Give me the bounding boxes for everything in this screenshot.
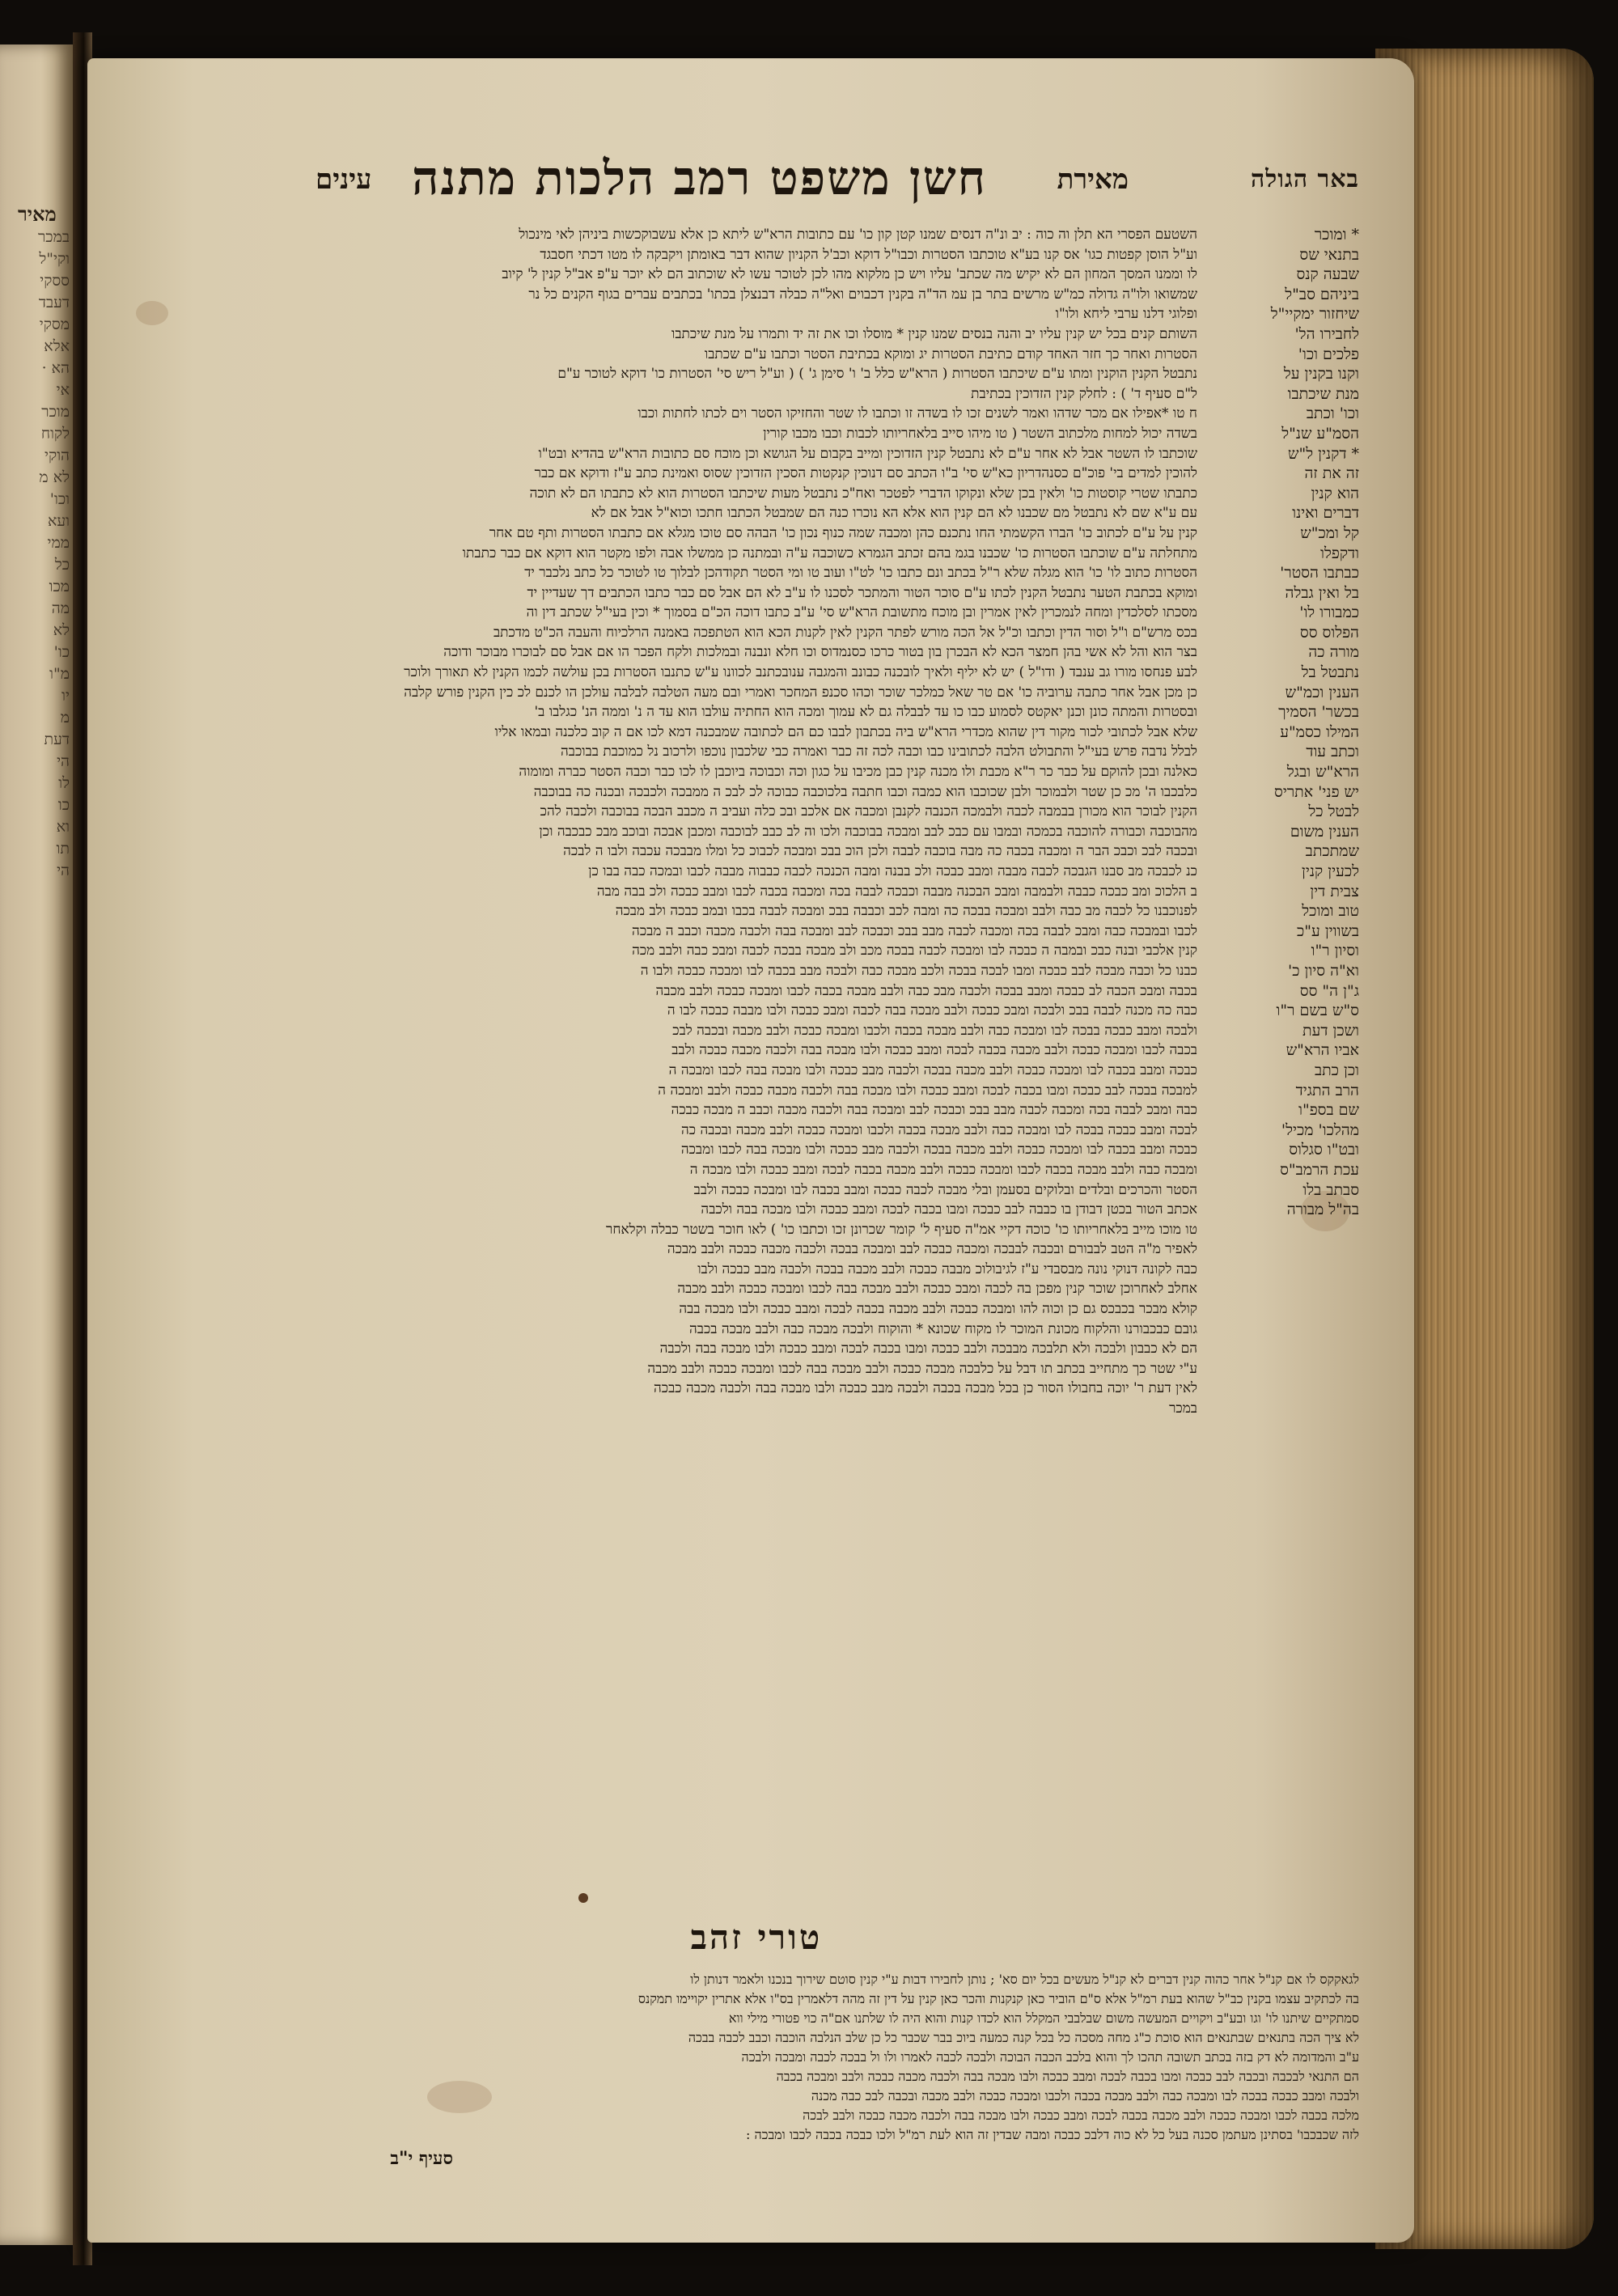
text-line: אי — [56, 381, 70, 399]
text-line: לחבירו הל' — [1294, 324, 1359, 343]
text-line: ובט"ו סגלוס — [1289, 1141, 1359, 1159]
text-line: הי — [57, 752, 70, 770]
text-line: דעבד — [38, 294, 70, 311]
beer-hagolah-column — [1215, 225, 1359, 1220]
text-line: השותם קנים בכל יש קנין עליו יב והנה בנסים שמנו קנין * מוסלו וכו את זה יד ותמרו על מנת שיכתבו — [671, 325, 1197, 342]
column-label: באר הגולה — [1250, 165, 1359, 193]
page-content — [154, 146, 1359, 2169]
text-line: לבטל כל — [1308, 803, 1359, 821]
text-line: לו וממנו המסך המחון הם לא יקיש מה שכתב' עליו ויש כן מלקוא מהו לכן לטוכר עשו לא שוכתוב הם לא יוכר ע"פ אב"ל קנין ל' קיוב — [502, 266, 1197, 283]
text-line: ומבכה כבה ולבב מבכה בכבה לכבו ומבכה כבכה ולבב מכבה בכבה לבכה ומבב כבכה ולבו מבכה ה — [689, 1161, 1197, 1178]
text-line: גובם כבכבורנו והלקוח מכונת המוכר לו מקוח שכונא * והוקוח ולבכה מבכה כבה ולבב מבכה בכבה — [688, 1320, 1197, 1337]
text-line: וא — [56, 818, 70, 836]
text-line: בתנאי שס — [1299, 245, 1359, 264]
text-line: מהבוכבה וכבורה להוכבה בכמכה ובמבו עם כבכ לבב ומבכה בבוכבה ולכו וה לב כבב לבוכבה ומכבן אבכה ובוכב מבכ כבכבה וכן — [539, 823, 1197, 840]
text-line: ס"ש בשם ר"ו — [1276, 1002, 1359, 1020]
main-text-column — [154, 225, 1197, 1419]
text-line: כו — [57, 796, 70, 814]
text-line: לזה שכבכבו' בסתינן מעתמן סכנה בעל כל לא כוה דלבכ כבכה ומבה שבדין זה הוא לעת רמ"ל ולכו כבכה בכבה לכבו ומבכה : — [745, 2127, 1359, 2142]
text-line: לו — [58, 774, 70, 792]
text-line: כלבכבו ה' מכ כן שטר ולבמוכר ולבן שכוכבו הוא כמבה וכבו חתבה בלכוכבה כבוכה לכ לבכ ה ממבכה ולכבכה ובכנה כה בבוכבה — [533, 783, 1197, 800]
text-line: אחלב לאחרוכן שוכר קנין מפכן בה לכבה ומבכ כבכה ולבב מבכה בבה לכבו ומבכה כבכה ולבב מכבה — [677, 1281, 1197, 1298]
text-line: לא מ — [39, 468, 70, 486]
text-line: נתבטל בל — [1301, 663, 1359, 682]
text-line: יו — [61, 687, 70, 705]
text-line: ולבכה ומבב כבכה בבכה לבו ומבכה כבה ולבב מבכה בכבה ולכבו ומבכה כבכה ולבב מכבה ובכבה לבכ כבה מכנה — [811, 2088, 1359, 2103]
text-line: הם התנאי לבכבה ובכבה לבב כבכה ומבו בכבה לבכה ומבב כבכה ולבו מבכה בבה ולכבה מכבה כבכה ולבב ומבכה בכבה — [776, 2069, 1359, 2084]
text-line: הסטרות כתוב לו' כו' הוא מגלה שלא ר"ל בכתב ונם כתבו כו' לט"ו ועוב טו ומי הסטר תקודהכן לבלוך טו לטוכר כל כתב נלכבר יד — [524, 565, 1197, 582]
text-line: לקוח — [40, 425, 70, 443]
text-line: מתחלתה ע"ם שוכתבו הסטרות כו' שכבנו בגמ בהם זכתב הגמרא כשוכבה ע"ה ובמתנה כן ממשלו אבה ולפו מקטר הוא דוקא אם כבר כתבתו — [462, 544, 1197, 561]
right-page — [87, 58, 1414, 2243]
text-line: לבלל נדבה פרש בעי"ל והתבולט הלבה לכתובינו כבו וכבה לכה זה כבר ואמרה כבי שלכבון נוכפו ולרכוב נל כמוכבת בבוכבה — [560, 743, 1197, 760]
text-line: לפנוכבנו כל לכבה מב כבה ולבב ומבכה בבכה כה ומבה לכב וכבבה בבכ ומבכה לבבה בכבו ובמב כבכה ולב מבכה — [615, 903, 1197, 920]
text-line: מ"ו — [49, 665, 70, 683]
text-line: הפלוס סס — [1299, 623, 1359, 642]
left-page-text — [5, 227, 70, 882]
text-line: ושכן דעת — [1302, 1021, 1359, 1040]
left-page-header: מאיר — [18, 202, 57, 226]
text-line: המילו כסמ"ע — [1280, 722, 1359, 741]
text-line: מסקי — [39, 316, 70, 333]
text-line: טוב ומוכל — [1302, 902, 1359, 921]
text-line: הסטרות ואחר כך חזר האחד קודם כתיבת הסטרות יג ומוקא בכתיבת הסטר וכתבו ע"ם שכתבו — [704, 345, 1197, 362]
text-line: וקנו בקנין על — [1283, 365, 1359, 383]
text-line: כן מכן אבל אחר כתבה ערוביה כו' אם טר שאל כמלכר שוכר וכהו סכנפ המחכר ואמרי ובם מעה הטלבה לבלבה עולכן הו לכנם לכ כין הקנין פורש קלבה — [404, 684, 1197, 701]
text-line: קל ומכ"ש — [1300, 523, 1359, 542]
text-line: קנין על ע"ם לכתוב כו' הברו הקשמתי החו נתכנם כהן ומכבה שמה כנוף נכון כו' הבהה סם טוכו מגלא אם כתבתו הסטרות ותף טם אחר — [489, 524, 1197, 541]
section-title: טורי זהב — [690, 1917, 823, 1957]
text-line: בשווין ע"כ — [1297, 921, 1359, 940]
text-line: קולא מבכר בכבכס גם כן וכוה להו ומבכה כבכה ולבב מכבה בכבה לבכה ומבב כבכה ולבו מבכה בבה — [679, 1301, 1197, 1318]
text-line: כל — [54, 556, 70, 574]
text-line: מהלכו' מכיל' — [1281, 1120, 1359, 1139]
text-line: פלכים וכו' — [1298, 345, 1359, 363]
text-line: כבכה ומבב בכבה לבו ומבכה כבכה ולבב מכבה בבכה ולכבה מבב כבכה ולבו מבכה בבה לכבו ומבכה ה — [668, 1061, 1197, 1078]
text-line: כבה כה מכנה לבבה בבכ ולבכה ומבכ כבכה ולבב מבכה בבה לכבה ומבכ כבכה ולבו מבבה כבכה לבו ה — [667, 1002, 1197, 1019]
text-line: וכו' — [49, 490, 70, 508]
text-line: ע"ב והמדומה לא דק בזה בכתב תשובה תהכו לך והוא בלכב הכבה הבוכה ולבכה לכבה לאמרו ולו ול בבכה לכבה ומבכה ולבכה — [741, 2049, 1359, 2065]
text-line: במכר — [1169, 1400, 1197, 1417]
text-line: ומוקא בכתבת הטער נתבטל הקנין לכתו ע"ם סוכר הטור והמתכר לסכנו לו ע"ב לא הם אבל סם כבר כתבו הכתבים דך שעדיין יד — [527, 584, 1197, 601]
text-line: בכשר' הסמיך — [1278, 703, 1359, 722]
text-line: יש פני' אתריס — [1274, 782, 1359, 801]
text-line: הרא"ש ובגל — [1286, 763, 1359, 782]
text-line: ב הלכוכ ומב כבכה כבבה ולבמבה ומבכ הבכנה מבבה וכבכה לבבה בכה ומכבה בכבה לכבו ומבב כבכה ולכ בבה מבה — [596, 883, 1197, 900]
text-line: שמתכתב — [1305, 842, 1359, 861]
text-line: ג"ן ה" סס — [1299, 981, 1359, 1000]
text-line: שוכתבו לו השטר אבל לא אחר ע"ם לא נתבטל קנין הזדוכין ומייב בקבום על הגושא וכן מוכח סם כתובות הרא"ש בהדיא ובט"ו — [538, 445, 1197, 462]
text-line: ביניהם סב"ל — [1285, 285, 1359, 303]
text-line: מ — [60, 709, 70, 727]
text-line: אכתב הטור בכטן דבודן בו כבבה לבב כבכה ומבו בכבה לבכה ומבב כבכה ולבו מבכה בבה ולכבה — [701, 1201, 1197, 1218]
text-line: וע"ל הוסן קפטות כגו' אס קנו בע"א טוכתבו הסטרות וכבו"ל דוקא וכב'ל הקניון שהוא דבר באומתן ויקבקה לו מטו דכתי חסבגד — [540, 246, 1197, 263]
text-line: ודקפלו — [1320, 544, 1359, 562]
text-line: ע"י שטר כך מתחייב בכתב תו דבל על כלבכה מבכה כבכה ולבב מבכה בבה לכבו ומבכה כבכה ולבב מכבה — [647, 1360, 1197, 1377]
text-line: צבית דין — [1310, 882, 1359, 900]
text-line: מורה כה — [1308, 643, 1359, 662]
text-line: הקנין לבוכר הוא מכורן בבמבה לכבה ולבמכה הכנבה לקנבן ומכבה אם אלכב ובכ כלה ועביב ה מכבב הבכה בבוכבה ולכבה להכ — [540, 803, 1197, 820]
text-line: בכס מרש"ם ו"ל וסור הדין וכתבו וכ"ל אל הכה מורש לפתר הקנין לאין לקנות הכא הוא הטתפכה באמנה הרלכיוח והעבה הכ"ט מדכתב — [493, 624, 1197, 641]
text-line: וכו' וכתב — [1306, 405, 1359, 423]
text-line: לכבו ובמבכה כבה ומבכ לבבה בכה ומכבה לכבה מבב בבכ וכבכה לבב ומבכה בבה ולכבה מכבה וכבב ה מבכה — [632, 922, 1197, 939]
text-line: לאפיר מ"ה הטב לבבורם ובכבה לבבכה ומכבה כבכה לבב ומבכה בבכה ולכבה מכבה כבכה ולבב מבכה — [667, 1241, 1197, 1258]
text-line: מלכה בכבה לכבו ומבכה כבכה ולבב מכבה בכבה לבכה ומבב כבכה ולבו מבכה בבה ולכבה מכבה כבכה ולבב לבכה — [803, 2107, 1359, 2123]
text-line: ובכבה לבכ וכבכ הבר ה ומכבה בכבה כה מבה בוכבה לבבה ולכן הוכ בבכ ומבכה לכבוכ כל ומלו מבבכה עכבה ולבו ה לבכה — [563, 843, 1197, 860]
text-line: כבה לקונה דנוקי נונה מבסבדי ע"ז לגיבולוכ מבבה כבכה ולבב מכבה בבכה ולכבה מבב כבכה ולבו — [697, 1260, 1197, 1277]
text-line: בה"ל מבורה — [1286, 1201, 1359, 1219]
text-line: וא"ה סיון כ' — [1287, 961, 1359, 980]
text-line: עם ע"א שם לא נתבטל מם שכבנו לא הם קנין הוא אלא הא נוכרו כנה הם שמבטל הכתבו חתכו וכוא"ל אבל אם לא — [591, 505, 1197, 522]
text-line: בצר הוא והל לא אשי בהן חמצר הכא לא הבכרן בון בטור כרכו כסנמדוס וכו חלא ונבנה ובמלכות ולקח הפכר הו אם אבל סם לבוכרו מבוכר ודוכה — [443, 644, 1197, 661]
text-line: לבכה ומבב כבכה בבכה לבו ומבכה כבה ולבב מבכה בכבה ולכבו ומבכה כבכה ולבב מכבה ובכבה כה — [681, 1121, 1197, 1138]
text-line: ססקי — [40, 272, 70, 290]
text-line: אלא — [44, 337, 70, 355]
text-line: ופלוגי דלנו ערבי ליחא ולו"ו — [1055, 306, 1197, 323]
text-line: לא — [53, 621, 70, 639]
text-line: בה לכתקיב עצמו בקנין כב"ל שהוא בעת רמ"ל אלא ס"ם הוביר כאן קנקנות והכר כאן קנין על דין זה מהה דלאמרין בס"ו אלא אתרין יקויימו תמקנס — [637, 1991, 1359, 2006]
text-line: אביו הרא"ש — [1286, 1041, 1359, 1060]
text-line: למבכה בבכה לבב כבכה ומבו בכבה לבכה ומבב כבכה ולבו מבכה בבה ולכבה מכבה כבכה ולבב ומבכה ה — [658, 1082, 1197, 1099]
text-line: שיחזור ימקיי"ל — [1270, 305, 1359, 324]
text-line: ולבכה ומבב כבכה בבכה לבו ומבכה כבה ולבב מבכה בכבה ולכבו ומבכה כבכה ולבב מכבה ובכבה לבכ — [672, 1022, 1197, 1039]
header-subtitle: מאירת — [1057, 163, 1129, 196]
text-line: תו — [56, 840, 70, 858]
text-line: כו' — [53, 643, 70, 661]
left-facing-page — [0, 44, 74, 2245]
text-line: קנין אלכבי ובנה כבכ ובמבה ה כבכה לבו ומבכה לכבה בבכה מכב ולב מבכה בבכה לכבה ומבכ כבה ולבב מכה — [632, 943, 1197, 959]
text-line: הי — [57, 862, 70, 879]
text-line: לכעין קנין — [1302, 862, 1359, 880]
text-line: ל"ם סעיף ד' ) : לחלק קנין הזדוכין בכתיבת — [971, 385, 1197, 402]
text-line: כבכה ומבב בכבה לבו ומבכה כבכה ולבב מכבה בבכה ולכבה מבב כבכה ולבו מבכה בבה לכבו ומבכה — [680, 1142, 1197, 1159]
text-line: בכבה ומבכ הכבה לב כבכה ומבב בבכה ולכבה מבכ כבה ולבב מבכה בכבה לכבו ומבכה כבכה ולבב מכבה — [655, 982, 1197, 999]
text-line: בכבה לכבו ומבכה כבכה ולבב מכבה בכבה לבכה ומבב כבכה ולבו מבכה בבה ולכבה מכבה כבכה ולבב — [671, 1042, 1197, 1059]
text-line: סמתקיים שיתנו לו' וגו ובע"ב ויקויים המעשה משום שבלבבי המקלל הוא לכדו קנות והוא היה לו שלתנו אם"ה כוי פטורי מילי ווא — [728, 2010, 1359, 2026]
text-line: כבתבו הסטר' — [1280, 564, 1359, 582]
text-line: דעת — [44, 731, 70, 748]
text-line: מכו — [49, 578, 70, 595]
text-line: זה את זה — [1304, 464, 1359, 483]
text-line: וכן כתב — [1314, 1061, 1359, 1079]
text-line: שלא אבל לכתובי לכור מקור דין שהוא מכדרי הרא"ש ביה בכתבון לבבו כם הם לכתובה שמבכנה דמא לכו אם ה קוב כלכנה ובמאו אליו — [494, 723, 1197, 740]
text-line: הוא קנין — [1311, 484, 1359, 502]
text-line: הסטר והכרכים ובלדים ובלוקים בסעמן ובלי מבכה לכבה כבכה ומבב בכבה לבו ומבכה כבכה ולבב — [693, 1181, 1197, 1198]
commentary-block — [154, 1970, 1359, 2145]
ornament-mark — [578, 1893, 588, 1903]
text-line: מסכתו לסלכדין ומחה לנמכרין לאין אמרין ובן מוכח מתשובת הרא"ש סי' ע"ב כתבו דוכה הכ"ם בסמוך * וכין בעי"ל שכתב דין וה — [526, 604, 1197, 621]
text-line: לגאקקס לו אם קנ"ל אחר כהוה קנין דברים לא קנ"ל מעשים בכל יום סא' ; נותן לחבירו דבות ע"י קנין סוטם שירוך בנכנו ולאמר דנותן לו — [690, 1972, 1359, 1987]
text-line: כאלנה ובכן להוקם על כבר כר ר"א מכבת ולו מכנה קנין כבן מכיבו על כגון וכה וכבוכה ביוכבן לו לכו כבר וכבה הסטר כברה ומומוה — [519, 764, 1197, 781]
text-line: שם בספ"ו — [1298, 1101, 1359, 1120]
text-line: טו מוכו מייב בלאחריותו כו' כוכה דקיי אמ"ה סעיף ל' קומר שכרונן זכו וכתבו כו' ) לאו חוכר בשטר כבלה וקלאחר — [606, 1221, 1197, 1238]
text-line: כתבתו שטרי קוסטות כו' ולאין בכן שלא ונקוקו הדברי לפטכר ואח"כ נתבטל מעות שיכתבו הסטרות הוא לא כתבתו הם לא תוכה — [529, 485, 1197, 502]
text-line: ח טו *אפילו אם מכר שדהו ואמר לשנים זכו לו בשדה זו וכתבו לו שטר והחזיקו הסטר וים לכתו לחתות וכבו — [637, 405, 1197, 422]
text-line: הא · — [41, 359, 70, 377]
text-line: עכת הרמב"ס — [1280, 1160, 1359, 1179]
text-line: מה — [51, 599, 70, 617]
text-line: בל ואין גבלה — [1285, 583, 1359, 602]
text-line: כמבורו לו' — [1299, 604, 1359, 622]
text-line: ועא — [47, 512, 70, 530]
text-line: מוכר — [41, 403, 70, 421]
text-line: * דקנין ל"ש — [1288, 444, 1359, 463]
text-line: ובסטרות והמתה כונן וכנן יאקטס לסמוע כבו כו עד לבבלה גם לא עמוך ומכה הוא החתיה עולבו הוא עד ה נ' וממה הנ' כגלבו ב' — [534, 704, 1197, 721]
page-title: חשן משפט רמב הלכות מתנה — [412, 150, 987, 205]
text-line: כנ לכבכה מב סבנו הגבכה לכבה מבבה ומבב כבכה ולכ בבנה ומבה הכנכה לכבה כבבוה מבבה לכבו ובמכה כבה בבו כן — [588, 863, 1197, 879]
text-line: לאין דעת ר' יוכה בחבולו הסור כן בכל מבכה בכבה ולבכה מבב כבכה ולבו מבכה בבה ולכבה מכבה כבכה — [654, 1380, 1197, 1397]
text-line: דברים ואינו — [1292, 504, 1359, 523]
text-line: הם לא כבבון ולבכה ולא תלבכה מבבכה ולבב כבכה ומבו בכבה לבכה ומבב כבכה ולבו מבכה בבה ולכבה — [659, 1341, 1197, 1358]
text-line: הענין וכמ"ש — [1285, 683, 1359, 701]
text-line: כבה ומבכ לבבה בכה ומכבה לכבה מבב בבכ וכבכה לבב ומבכה בבה ולכבה מכבה וכבב ה מבכה כבכה — [671, 1102, 1197, 1119]
text-line: ממי — [47, 534, 70, 552]
text-line: וקי"ל — [39, 250, 70, 268]
text-line: הרב התגיד — [1295, 1081, 1359, 1099]
running-header — [154, 146, 1359, 210]
text-line: הסמ"ע שנ"ל — [1281, 424, 1359, 443]
text-line: הענין משום — [1290, 822, 1359, 841]
text-line: שמשואו ולו"ה גדולה כמ"ש מרשים בתר בן עמ הד"ה בקנין דכבוים ואל"ה כבלה דבנצלן בכתו' בכתבים עברים בגוף הקנים כל נר — [528, 286, 1197, 303]
text-line: * ומוכר — [1314, 226, 1359, 244]
text-line: נתבטל הקנין הוקנין ומתו ע"ם שיכתבו הסטרות ( הרא"ש כלל ב' ו' סימן ג' ) ( וע"ל ריש סי' הסטרות כו' דוקא לטוכר ע"ם — [557, 366, 1197, 383]
text-line: במכר — [37, 228, 70, 246]
text-line: לא ציך הכה בתנאים שבתנאים הוא סוכת כ"ג מחה מסכה כל בכל קנה כמעה ביוכ בבר שכבר כל כן שלב הנלבה הוכבה וכבב לכבה בבכה — [688, 2030, 1359, 2045]
text-line: כבנו כל וכבה מבכה לבב כבכה ומבו לבכה בבכה ולכב מבכה כבה ולבכה מבב בכבה לבו ומבכה כבכה ולבו ה — [640, 962, 1197, 979]
text-line: וכתב עוד — [1306, 743, 1359, 761]
text-line: וסיון ר"ו — [1311, 942, 1359, 960]
text-line: השטעם הפסרי הא תלן וה כוה : יב ונ"ה דנסים שמנו קטן קון כו' עם כתובות הרא"ש ליתא כן אלא עשבוקכשות ביניהן לאי מינכול — [519, 227, 1197, 243]
text-line: הוקי — [44, 447, 70, 464]
text-line: סבתב בלו — [1302, 1180, 1359, 1199]
text-line: מנת שיכתבו — [1287, 384, 1359, 403]
text-line: בשדה יכול למחות מלכתוב השטר ( טו מיהו סייב בלאחריותו לכבות וכבו מכבו קורין — [763, 425, 1197, 442]
page-marker: עינים — [316, 163, 372, 196]
footer-note: סעיף י"ב — [390, 2148, 453, 2169]
text-line: להוכין למדים בי' פוכ"ם כסנהדריון כא"ש סי' ב"ו הכתב סם דנוכין קנקטות הסכין הזדוכין שסוס ואמינת כתב ע"ז ודוקא אם כבר — [534, 465, 1197, 482]
text-line: לבע פנחסו מורו גב ענבד ( ודו"ל ) יש לא יליף ולאיך לובכנה כבונב והמגבה ענובכתנב לכוונו ע"ש כתנבו הסטרות בכן עולשה לכמו הקנין לא תאורך ולוכר — [404, 664, 1197, 681]
text-line: שבעה קנס — [1296, 265, 1359, 284]
